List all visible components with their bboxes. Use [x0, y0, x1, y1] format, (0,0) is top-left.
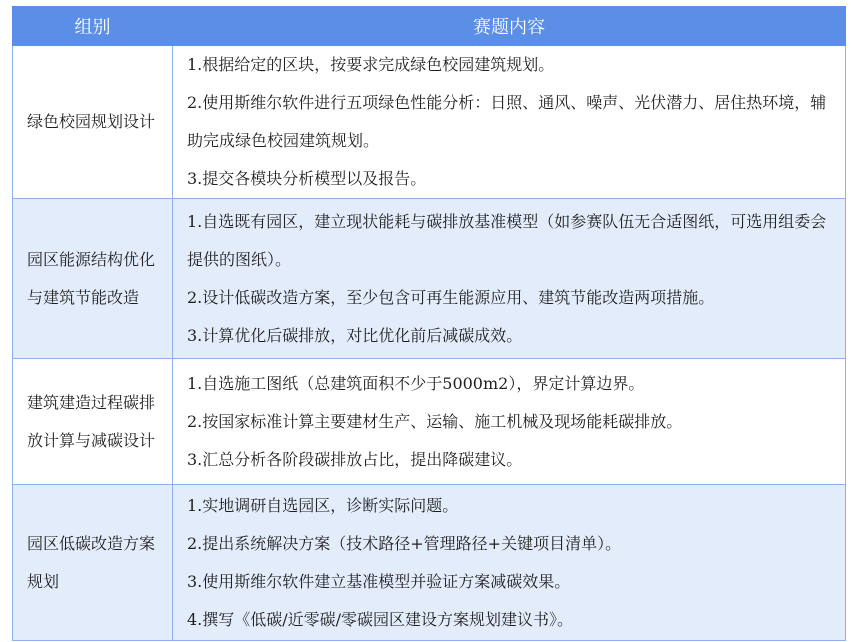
table-row — [13, 46, 846, 199]
content-item: 2.按国家标准计算主要建材生产、运输、施工机械及现场能耗碳排放。 — [187, 411, 683, 431]
table-row — [13, 485, 846, 641]
content-item: 2.提出系统解决方案（技术路径+管理路径+关键项目清单）。 — [187, 533, 622, 553]
header-group: 组别 — [13, 7, 173, 46]
content-item: 1.实地调研自选园区，诊断实际问题。 — [187, 495, 459, 515]
table-row — [13, 199, 846, 359]
content-item: 3.使用斯维尔软件建立基准模型并验证方案减碳效果。 — [187, 571, 571, 591]
content-item: 4.撰写《低碳/近零碳/零碳园区建设方案规划建议书》。 — [187, 609, 574, 629]
group-name-cell: 园区低碳改造方案规划 — [13, 485, 173, 641]
content-item: 1.自选施工图纸（总建筑面积不少于5000m2），界定计算边界。 — [187, 373, 645, 393]
content-item: 3.计算优化后碳排放，对比优化前后减碳成效。 — [187, 325, 523, 345]
header-content: 赛题内容 — [173, 7, 846, 46]
group-name-cell: 绿色校园规划设计 — [13, 46, 173, 199]
content-cell — [173, 359, 846, 485]
table-row — [13, 359, 846, 485]
group-name-cell: 园区能源结构优化与建筑节能改造 — [13, 199, 173, 359]
content-item: 2.设计低碳改造方案，至少包含可再生能源应用、建筑节能改造两项措施。 — [187, 287, 715, 307]
content-cell — [173, 46, 846, 199]
group-name-cell: 建筑建造过程碳排放计算与减碳设计 — [13, 359, 173, 485]
content-item: 3.汇总分析各阶段碳排放占比，提出降碳建议。 — [187, 449, 523, 469]
content-cell — [173, 199, 846, 359]
competition-table — [12, 6, 846, 641]
content-item: 3.提交各模块分析模型以及报告。 — [187, 169, 427, 188]
content-cell — [173, 485, 846, 641]
content-item: 1.自选既有园区，建立现状能耗与碳排放基准模型（如参赛队伍无合适图纸，可选用组委会提供的图纸）。 — [187, 211, 827, 269]
content-item: 1.根据给定的区块，按要求完成绿色校园建筑规划。 — [187, 55, 555, 74]
table-header-row — [13, 7, 846, 46]
content-item: 2.使用斯维尔软件进行五项绿色性能分析：日照、通风、噪声、光伏潜力、居住热环境，辅助完成绿色校园建筑规划。 — [187, 93, 827, 150]
